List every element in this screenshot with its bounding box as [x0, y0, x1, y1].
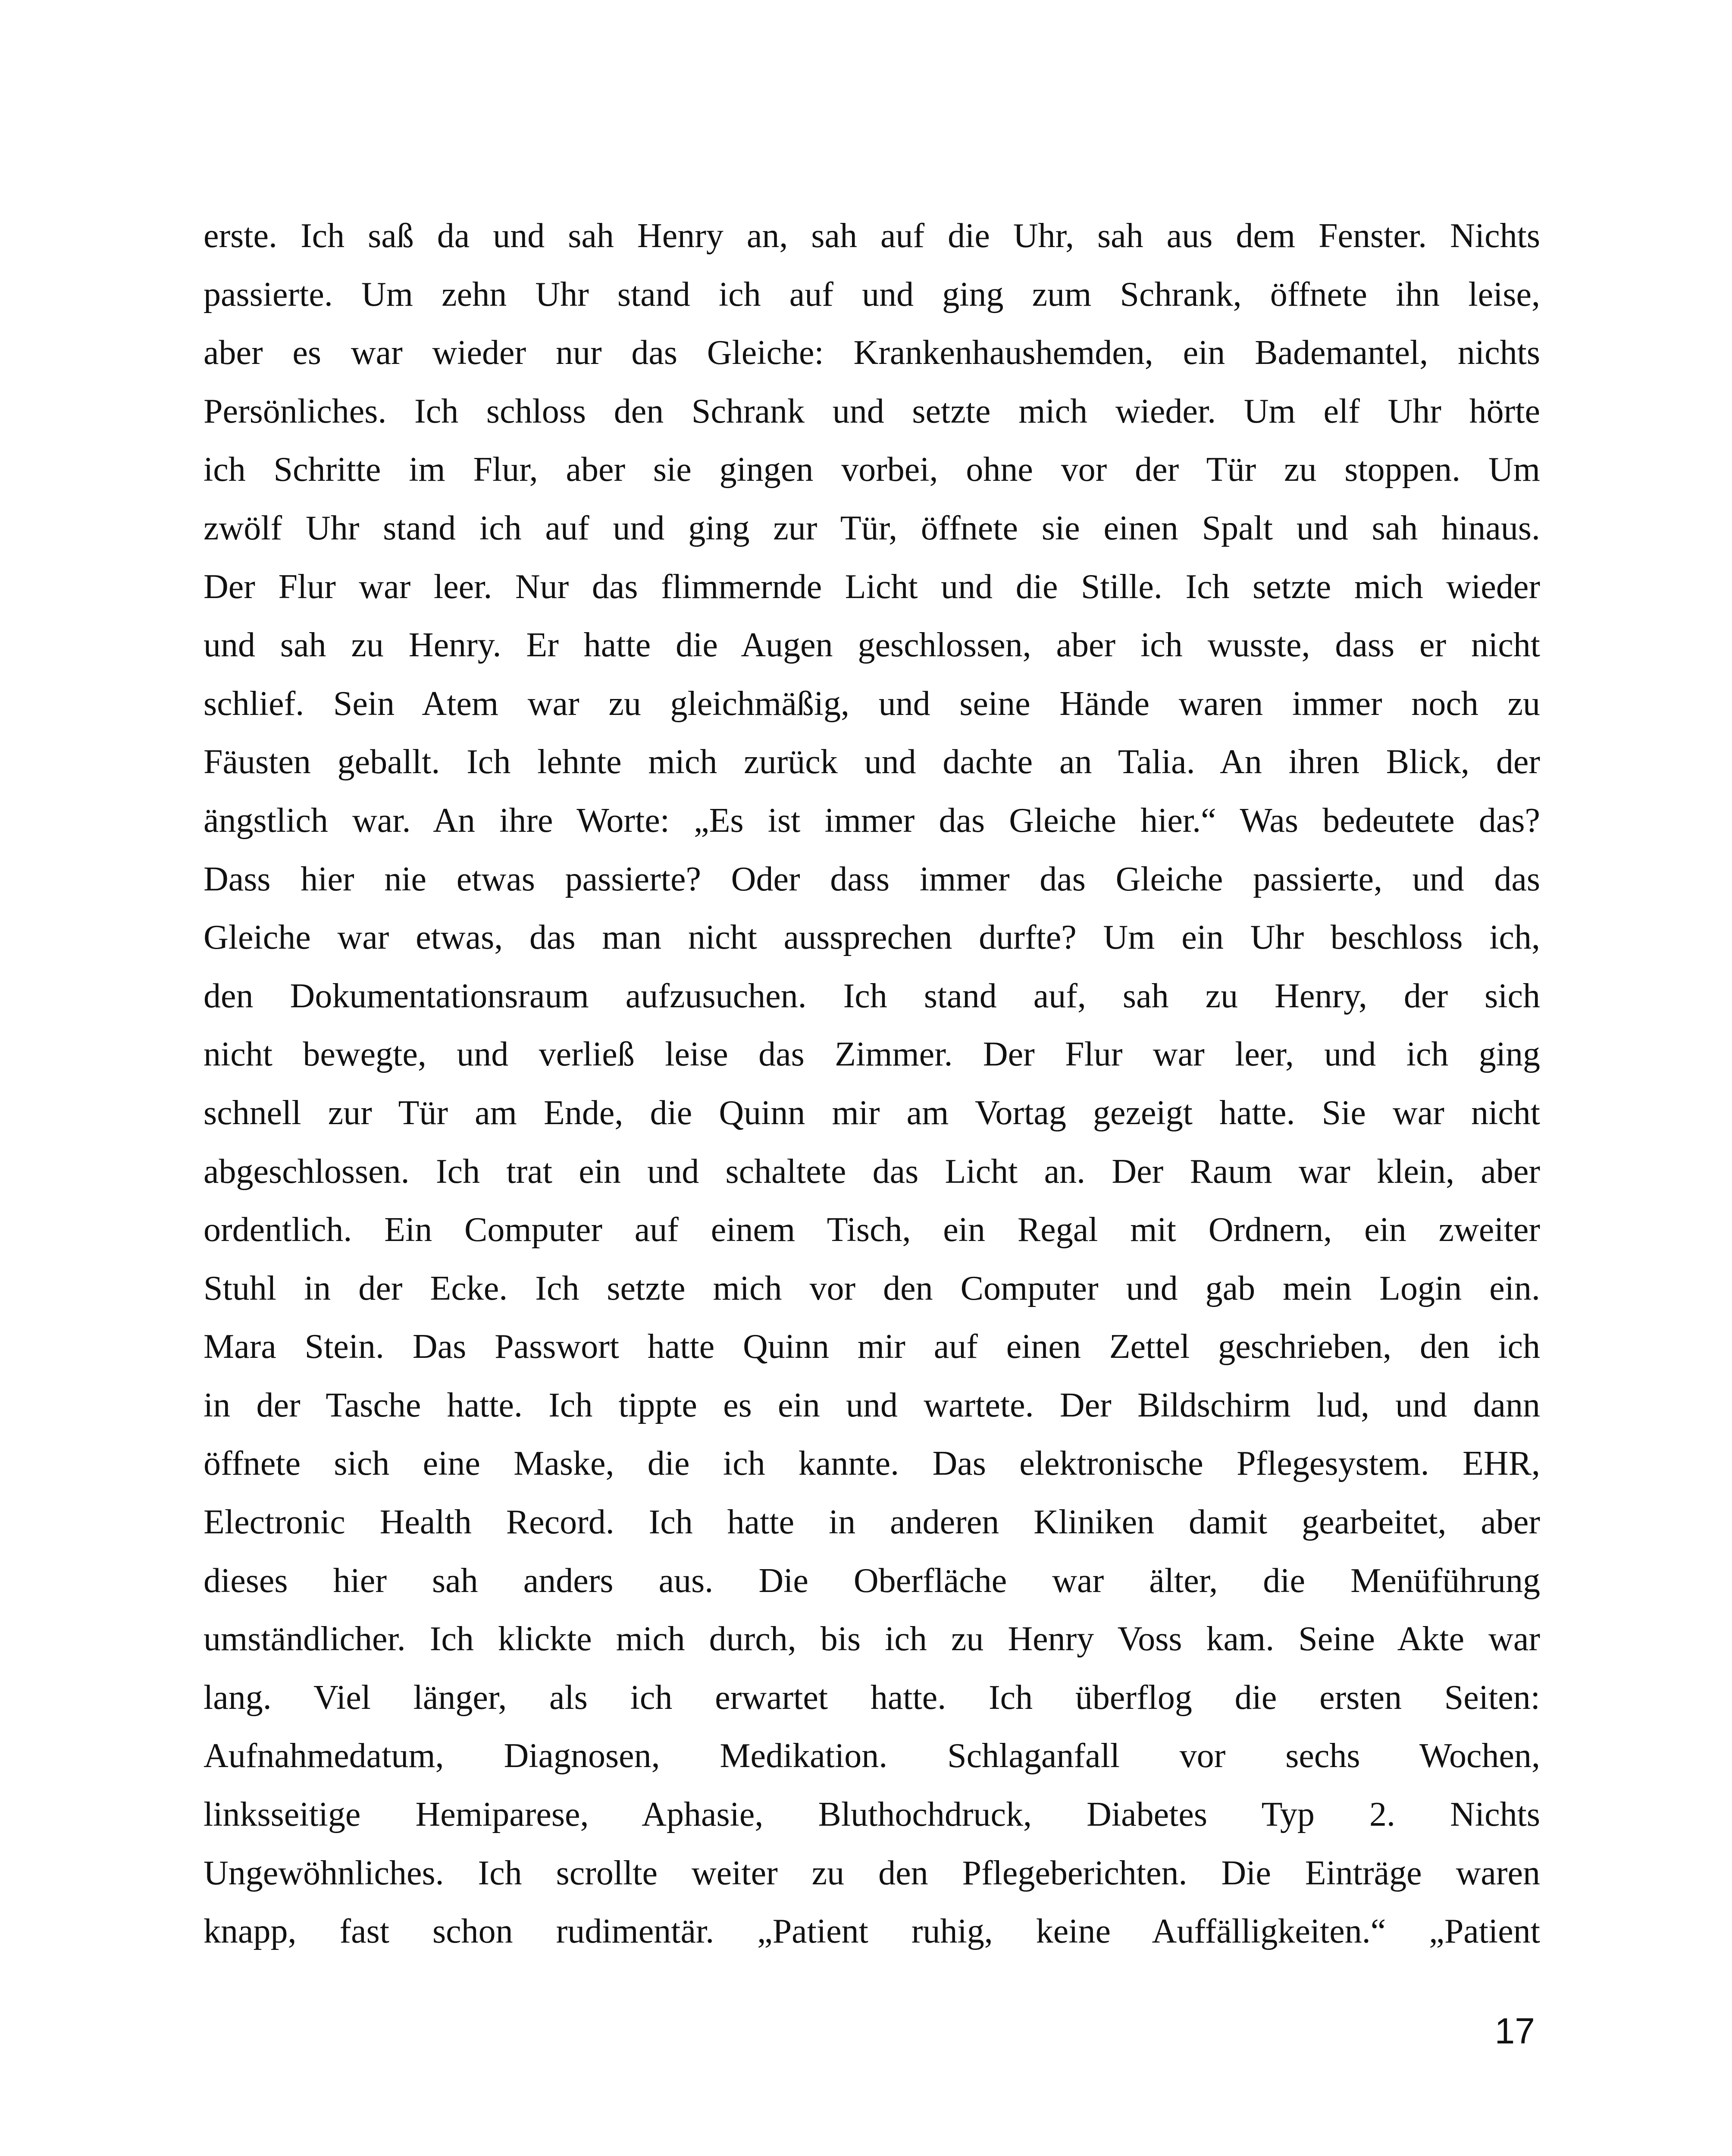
text-line: ordentlich. Ein Computer auf einem Tisch, ein Regal mit Ordnern, ein zweiter: [204, 1211, 1540, 1249]
text-line: Mara Stein. Das Passwort hatte Quinn mir auf einen Zettel geschrieben, den ich: [204, 1328, 1540, 1366]
text-line: Ungewöhnliches. Ich scrollte weiter zu den Pflegeberichten. Die Einträge waren: [204, 1854, 1540, 1892]
text-line: aber es war wieder nur das Gleiche: Krankenhaushemden, ein Bademantel, nichts: [204, 334, 1540, 372]
text-line: dieses hier sah anders aus. Die Oberfläche war älter, die Menüführung: [204, 1561, 1540, 1600]
text-line: zwölf Uhr stand ich auf und ging zur Tür, öffnete sie einen Spalt und sah hinaus.: [204, 509, 1540, 547]
text-line: erste. Ich saß da und sah Henry an, sah auf die Uhr, sah aus dem Fenster. Nichts: [204, 217, 1540, 255]
text-line: ich Schritte im Flur, aber sie gingen vorbei, ohne vor der Tür zu stoppen. Um: [204, 451, 1540, 489]
text-line: Stuhl in der Ecke. Ich setzte mich vor den Computer und gab mein Login ein.: [204, 1269, 1540, 1307]
text-line: in der Tasche hatte. Ich tippte es ein und wartete. Der Bildschirm lud, und dann: [204, 1386, 1540, 1424]
text-line: Persönliches. Ich schloss den Schrank und setzte mich wieder. Um elf Uhr hörte: [204, 392, 1540, 430]
text-line: nicht bewegte, und verließ leise das Zimmer. Der Flur war leer, und ich ging: [204, 1035, 1540, 1074]
text-line: Electronic Health Record. Ich hatte in anderen Kliniken damit gearbeitet, aber: [204, 1503, 1540, 1542]
text-line: und sah zu Henry. Er hatte die Augen geschlossen, aber ich wusste, dass er nicht: [204, 626, 1540, 664]
text-line: ängstlich war. An ihre Worte: „Es ist immer das Gleiche hier.“ Was bedeutete das?: [204, 801, 1540, 840]
text-line: Dass hier nie etwas passierte? Oder dass immer das Gleiche passierte, und das: [204, 860, 1540, 898]
text-line: knapp, fast schon rudimentär. „Patient ruhig, keine Auffälligkeiten.“ „Patient: [204, 1912, 1540, 1951]
text-line: lang. Viel länger, als ich erwartet hatte. Ich überflog die ersten Seiten:: [204, 1678, 1540, 1717]
text-line: Gleiche war etwas, das man nicht aussprechen durfte? Um ein Uhr beschloss ich,: [204, 918, 1540, 957]
text-line: öffnete sich eine Maske, die ich kannte. Das elektronische Pflegesystem. EHR,: [204, 1445, 1540, 1483]
page-number: 17: [1494, 2011, 1535, 2051]
text-line: linksseitige Hemiparese, Aphasie, Bluthochdruck, Diabetes Typ 2. Nichts: [204, 1796, 1540, 1834]
text-line: passierte. Um zehn Uhr stand ich auf und ging zum Schrank, öffnete ihn leise,: [204, 275, 1540, 313]
text-line: schnell zur Tür am Ende, die Quinn mir am Vortag gezeigt hatte. Sie war nicht: [204, 1094, 1540, 1132]
text-line: Fäusten geballt. Ich lehnte mich zurück und dachte an Talia. An ihren Blick, der: [204, 743, 1540, 781]
text-line: den Dokumentationsraum aufzusuchen. Ich stand auf, sah zu Henry, der sich: [204, 977, 1540, 1015]
text-line: schlief. Sein Atem war zu gleichmäßig, und seine Hände waren immer noch zu: [204, 684, 1540, 723]
text-line: abgeschlossen. Ich trat ein und schaltete das Licht an. Der Raum war klein, aber: [204, 1152, 1540, 1191]
text-line: umständlicher. Ich klickte mich durch, bis ich zu Henry Voss kam. Seine Akte war: [204, 1620, 1540, 1658]
body-text: [204, 207, 1540, 1961]
text-line: Der Flur war leer. Nur das flimmernde Licht und die Stille. Ich setzte mich wieder: [204, 567, 1540, 606]
text-line: Aufnahmedatum, Diagnosen, Medikation. Schlaganfall vor sechs Wochen,: [204, 1737, 1540, 1775]
